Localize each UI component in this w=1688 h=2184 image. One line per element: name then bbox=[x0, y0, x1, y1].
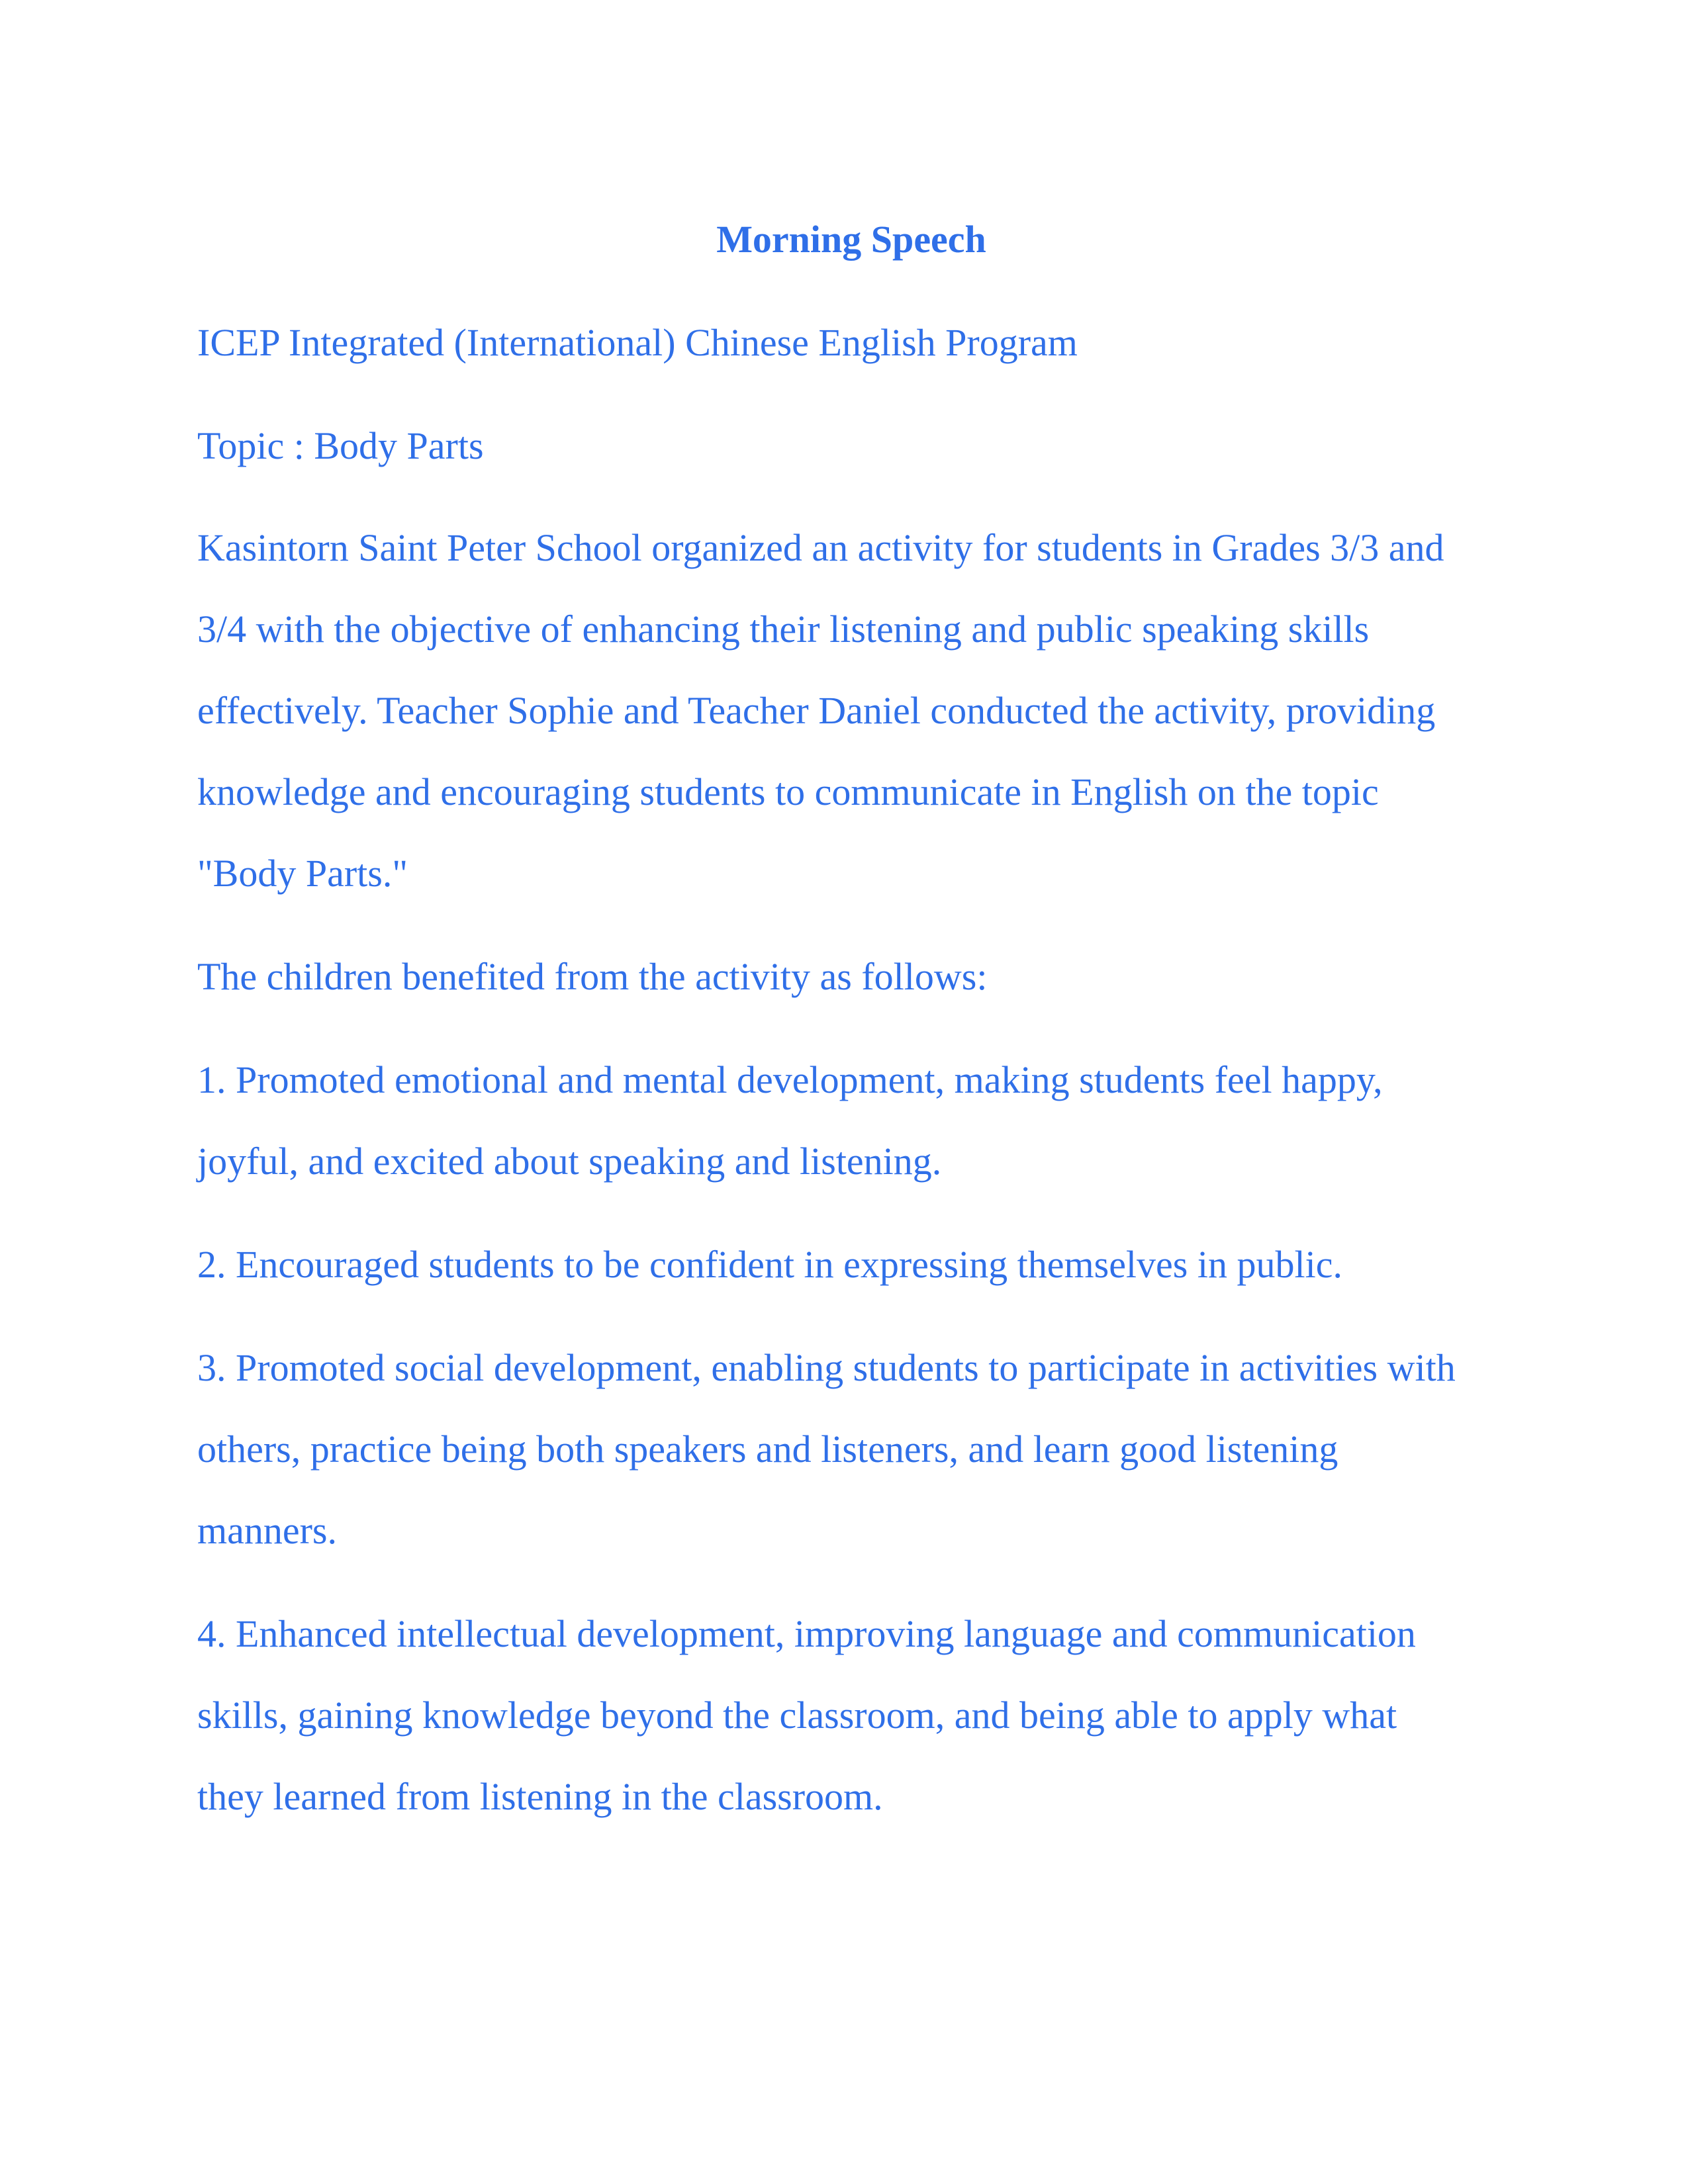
topic-line: Topic : Body Parts bbox=[197, 424, 484, 467]
benefit-3-line: manners. bbox=[197, 1509, 337, 1552]
program-name: ICEP Integrated (International) Chinese English Program bbox=[197, 321, 1078, 364]
benefit-1-line: 1. Promoted emotional and mental development, making students feel happy, bbox=[197, 1058, 1383, 1101]
benefit-4-line: 4. Enhanced intellectual development, improving language and communication bbox=[197, 1612, 1416, 1655]
benefit-4-line: they learned from listening in the classroom. bbox=[197, 1775, 883, 1818]
benefit-3-line: others, practice being both speakers and listeners, and learn good listening bbox=[197, 1428, 1338, 1471]
benefit-1-line: joyful, and excited about speaking and listening. bbox=[197, 1140, 942, 1183]
intro-line: 3/4 with the objective of enhancing their listening and public speaking skills bbox=[197, 608, 1370, 651]
intro-line: effectively. Teacher Sophie and Teacher Daniel conducted the activity, providing bbox=[197, 689, 1436, 732]
intro-line: Kasintorn Saint Peter School organized an activity for students in Grades 3/3 and bbox=[197, 526, 1444, 569]
document-title: Morning Speech bbox=[716, 218, 986, 261]
intro-line: knowledge and encouraging students to communicate in English on the topic bbox=[197, 770, 1379, 813]
benefit-3-line: 3. Promoted social development, enabling students to participate in activities with bbox=[197, 1346, 1456, 1389]
intro-line: "Body Parts." bbox=[197, 852, 408, 895]
benefits-heading: The children benefited from the activity as follows: bbox=[197, 955, 988, 998]
benefit-2-line: 2. Encouraged students to be confident in expressing themselves in public. bbox=[197, 1243, 1342, 1286]
benefit-4-line: skills, gaining knowledge beyond the classroom, and being able to apply what bbox=[197, 1694, 1397, 1737]
